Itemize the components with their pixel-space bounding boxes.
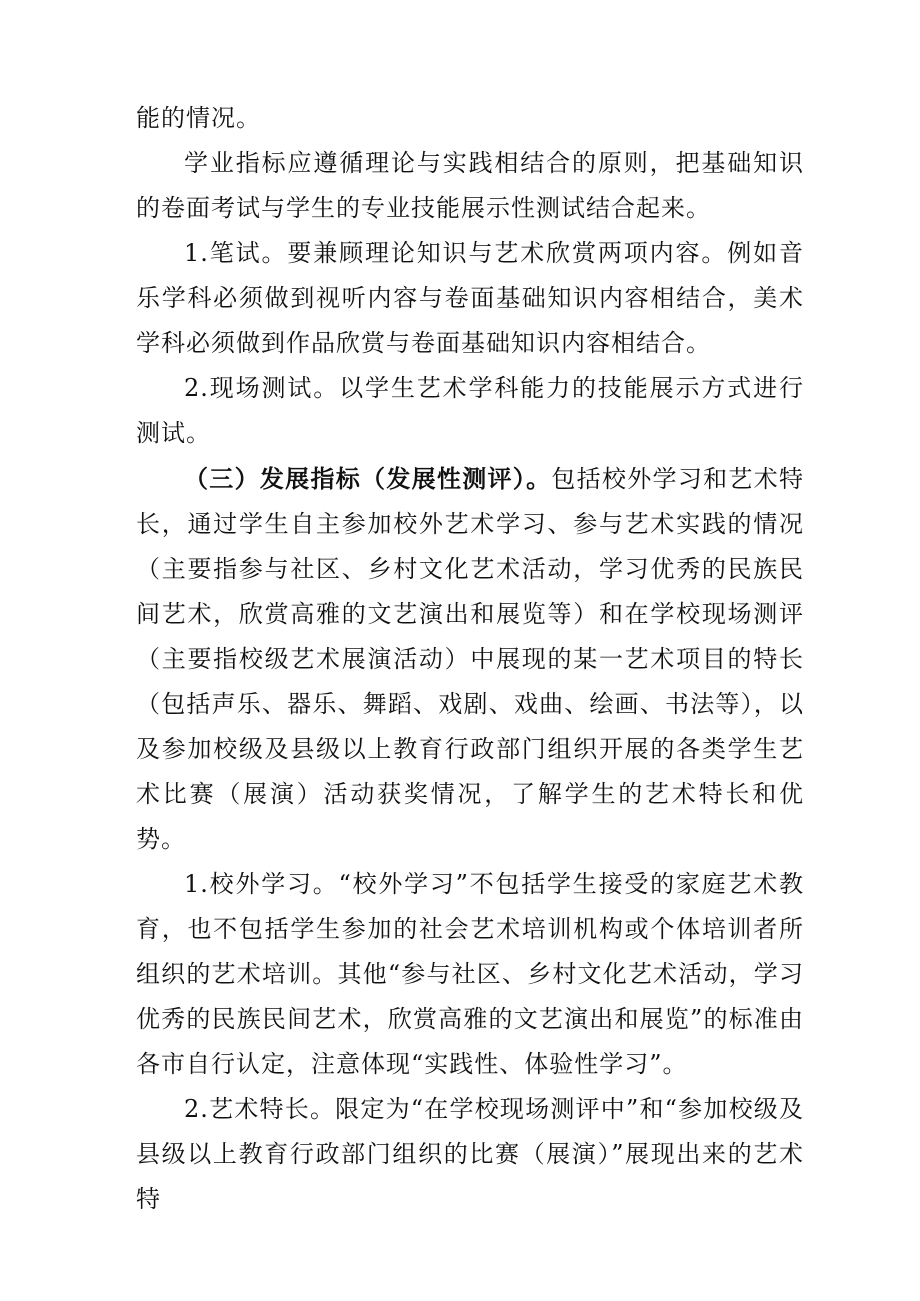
paragraph-art-specialty: 2.艺术特长。限定为“在学校现场测评中”和“参加校级及县级以上教育行政部门组织的比赛（展演）”展现出来的艺术特 bbox=[136, 1095, 804, 1213]
paragraph-development-indicator bbox=[136, 456, 804, 862]
paragraph-academic-indicator: 学业指标应遵循理论与实践相结合的原则，把基础知识的卷面考试与学生的专业技能展示性测试结合起来。 bbox=[136, 149, 804, 222]
document-body bbox=[136, 96, 804, 1222]
paragraph-onsite-test: 2.现场测试。以学生艺术学科能力的技能展示方式进行测试。 bbox=[136, 374, 804, 447]
paragraph-offcampus-learning: 1.校外学习。“校外学习”不包括学生接受的家庭艺术教育，也不包括学生参加的社会艺术培训机构或个体培训者所组织的艺术培训。其他“参与社区、乡村文化艺术活动，学习优秀的民族民间艺术，欣赏高雅的文艺演出和展览”的标准由各市自行认定，注意体现“实践性、体验性学习”。 bbox=[136, 870, 804, 1078]
section-body: 包括校外学习和艺术特长，通过学生自主参加校外艺术学习、参与艺术实践的情况（主要指参与社区、乡村文化艺术活动，学习优秀的民族民间艺术，欣赏高雅的文艺演出和展览等）和在学校现场测评（主要指校级艺术展演活动）中展现的某一艺术项目的特长（包括声乐、器乐、舞蹈、戏剧、戏曲、绘画、书法等），以及参加校级及县级以上教育行政部门组织开展的各类学生艺术比赛（展演）活动获奖情况，了解学生的艺术特长和优势。 bbox=[136, 465, 804, 853]
section-heading: （三）发展指标（发展性测评）。 bbox=[184, 464, 552, 493]
paragraph-continuation: 能的情况。 bbox=[136, 104, 261, 132]
paragraph-written-exam: 1.笔试。要兼顾理论知识与艺术欣赏两项内容。例如音乐学科必须做到视听内容与卷面基础知识内容相结合，美术学科必须做到作品欣赏与卷面基础知识内容相结合。 bbox=[136, 239, 804, 357]
